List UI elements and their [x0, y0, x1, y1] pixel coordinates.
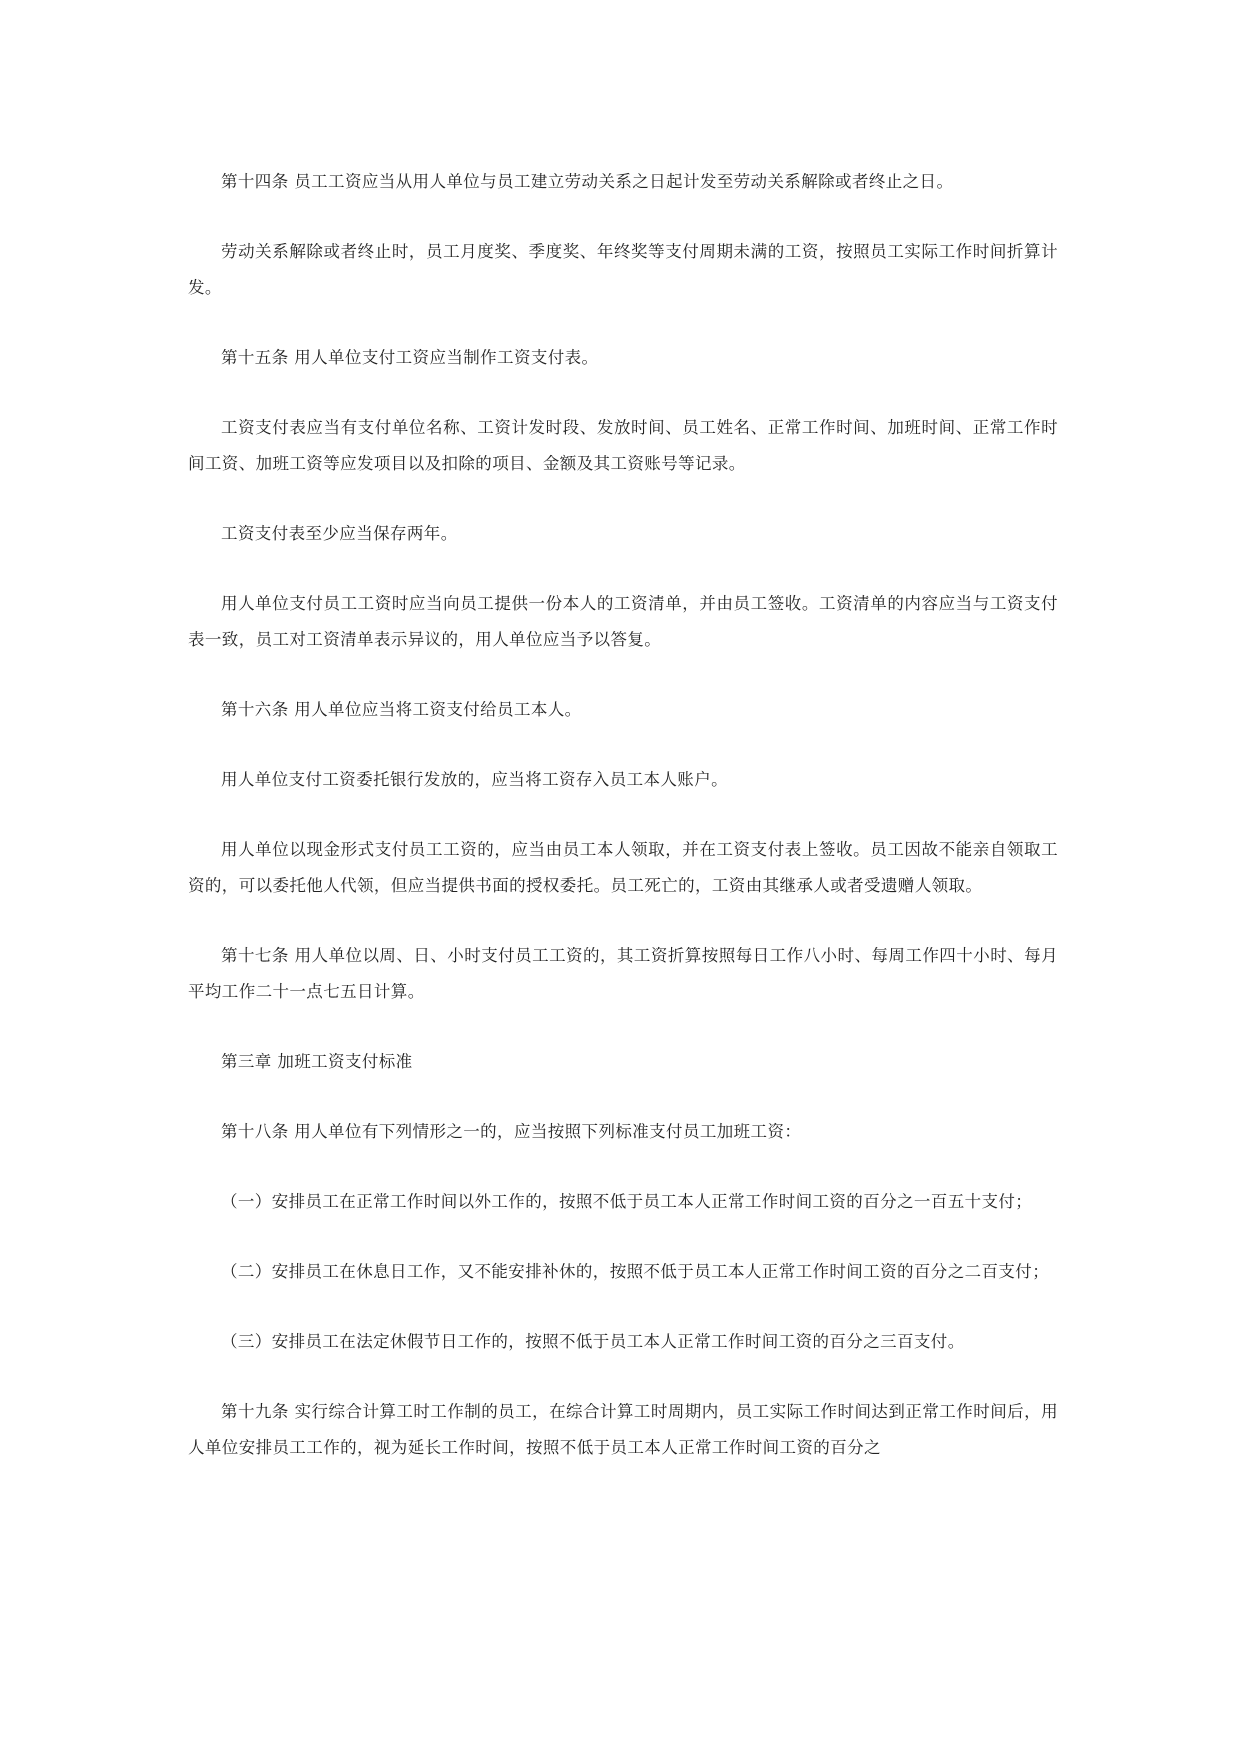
paragraph-article-18: 第十八条 用人单位有下列情形之一的，应当按照下列标准支付员工加班工资： [221, 1122, 802, 1141]
paragraph-bank-payment: 用人单位支付工资委托银行发放的，应当将工资存入员工本人账户。 [221, 770, 728, 789]
paragraph-item-1: （一）安排员工在正常工作时间以外工作的，按照不低于员工本人正常工作时间工资的百分之一百五十支付； [221, 1192, 1033, 1211]
paragraph-termination-bonus: 劳动关系解除或者终止时，员工月度奖、季度奖、年终奖等支付周期未满的工资，按照员工实际工作时间折算计发。 [188, 242, 1058, 297]
document-body [188, 164, 1058, 1500]
paragraph-payroll-table-contents: 工资支付表应当有支付单位名称、工资计发时段、发放时间、员工姓名、正常工作时间、加班时间、正常工作时间工资、加班工资等应发项目以及扣除的项目、金额及其工资账号等记录。 [188, 418, 1058, 473]
paragraph-article-19: 第十九条 实行综合计算工时工作制的员工，在综合计算工时周期内，员工实际工作时间达到正常工作时间后，用人单位安排员工工作的，视为延长工作时间，按照不低于员工本人正常工作时间工资的百分之 [188, 1402, 1058, 1457]
paragraph-article-15: 第十五条 用人单位支付工资应当制作工资支付表。 [221, 348, 599, 367]
paragraph-article-16: 第十六条 用人单位应当将工资支付给员工本人。 [221, 700, 582, 719]
paragraph-article-14: 第十四条 员工工资应当从用人单位与员工建立劳动关系之日起计发至劳动关系解除或者终止之日。 [221, 172, 954, 191]
paragraph-item-3: （三）安排员工在法定休假节日工作的，按照不低于员工本人正常工作时间工资的百分之三百支付。 [221, 1332, 965, 1351]
paragraph-payroll-retention: 工资支付表至少应当保存两年。 [221, 524, 458, 543]
paragraph-item-2: （二）安排员工在休息日工作，又不能安排补休的，按照不低于员工本人正常工作时间工资的百分之二百支付； [221, 1262, 1050, 1281]
paragraph-cash-payment: 用人单位以现金形式支付员工工资的，应当由员工本人领取，并在工资支付表上签收。员工因故不能亲自领取工资的，可以委托他人代领，但应当提供书面的授权委托。员工死亡的，工资由其继承人或者受遗赠人领取。 [188, 840, 1058, 895]
chapter-heading-3: 第三章 加班工资支付标准 [221, 1052, 413, 1071]
paragraph-pay-slip: 用人单位支付员工工资时应当向员工提供一份本人的工资清单，并由员工签收。工资清单的内容应当与工资支付表一致，员工对工资清单表示异议的，用人单位应当予以答复。 [188, 594, 1058, 649]
paragraph-article-17: 第十七条 用人单位以周、日、小时支付员工工资的，其工资折算按照每日工作八小时、每周工作四十小时、每月平均工作二十一点七五日计算。 [188, 946, 1058, 1001]
